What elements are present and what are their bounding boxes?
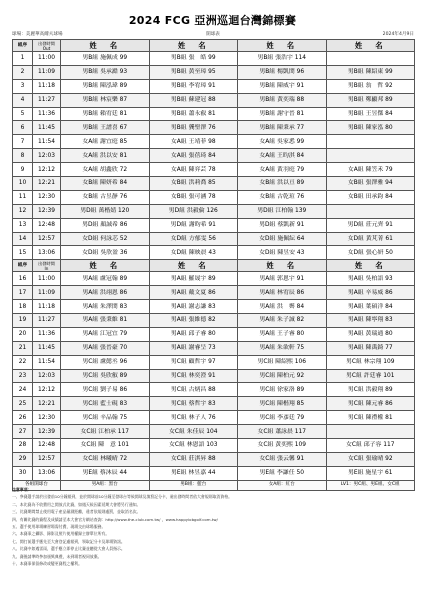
player-cell: 男A組 黃瑞通 80	[326, 327, 415, 341]
name-header: 姓 名	[326, 40, 415, 52]
name-header: 姓 名	[61, 40, 150, 52]
player-cell: 女C組 張瑜晴 92	[326, 452, 415, 466]
player-cell: 女A組 王昀淇 84	[238, 149, 327, 163]
table-row	[13, 204, 415, 218]
player-cell: 男E組 林昱嘉 44	[149, 466, 238, 480]
group-number: 3	[13, 79, 33, 93]
player-cell: 男B組 蘇建冠 88	[149, 93, 238, 107]
header-row-out	[13, 40, 415, 52]
group-number: 8	[13, 149, 33, 163]
time-header: 出發時間 Out	[33, 40, 61, 52]
tee-time: 12:57	[33, 452, 61, 466]
group-number: 10	[13, 177, 33, 191]
player-cell: 男B組 蕭永叡 81	[149, 107, 238, 121]
tee-time: 11:27	[33, 314, 61, 328]
player-cell: 男A組 羅晟宇 89	[149, 272, 238, 286]
player-cell: 男A組 戴文夏 86	[149, 286, 238, 300]
group-number: 27	[13, 425, 33, 439]
tee-time: 12:39	[33, 425, 61, 439]
name-header: 姓 名	[149, 260, 238, 272]
note-line: 五、選手使用球場練習場需付費，現場交由球場服務。	[12, 524, 106, 530]
meta-row	[12, 31, 414, 39]
player-cell: 男B組 陳威宇 91	[238, 79, 327, 93]
group-number: 4	[13, 93, 33, 107]
group-number: 19	[13, 314, 33, 328]
player-cell: 男C組 顧哲宇 97	[149, 355, 238, 369]
player-cell: 女D組 方郁雯 56	[149, 232, 238, 246]
table-row	[13, 177, 415, 191]
table-row	[13, 355, 415, 369]
player-cell: 男A組 陳寧翔 83	[326, 314, 415, 328]
name-header: 姓 名	[61, 260, 150, 272]
player-cell: 男D組 莊元齊 91	[326, 218, 415, 232]
player-cell: 男B組 陳家泓 80	[326, 121, 415, 135]
player-cell: 男C組 盧懿丞 96	[61, 355, 150, 369]
table-row	[13, 65, 415, 79]
tee-time-table	[12, 39, 415, 491]
table-row	[13, 93, 415, 107]
table-row	[13, 327, 415, 341]
player-cell: 男A組 盧冠翰 89	[61, 272, 150, 286]
player-cell: 女A組 陳弈芸 78	[149, 163, 238, 177]
player-cell: 男C組 徐家洛 89	[238, 383, 327, 397]
table-row	[13, 135, 415, 149]
player-cell: 女A組 洪以安 81	[61, 149, 150, 163]
note-line: 二、本比賽為不收費用之開放式比賽，如遇天候因素延期大會將另行通知。	[12, 501, 141, 507]
player-cell: 男A組 張晉豪 70	[61, 341, 150, 355]
player-cell: 女D組 何詠芯 52	[61, 232, 150, 246]
time-header: 出發時間 In	[33, 260, 61, 272]
player-cell: 男B組 王譜喜 67	[61, 121, 150, 135]
table-row	[13, 341, 415, 355]
group-number: 13	[13, 218, 33, 232]
player-cell: 男B組 張 皓 99	[149, 52, 238, 66]
note-line: 一、參賽選手請於出發前10分鐘報到，並於開球前10分鐘至發球台等候開球及填寫記分卡，逾出發時間者依大會規則取消資格。	[12, 494, 232, 500]
table-row	[13, 369, 415, 383]
player-cell: 男C組 林子人 76	[149, 411, 238, 425]
group-number: 6	[13, 121, 33, 135]
player-cell: 女C組 林恩語 103	[149, 439, 238, 453]
player-cell: 男B組 吳承澔 93	[61, 65, 150, 79]
player-cell: 男A組 朱澤閔 83	[61, 300, 150, 314]
tee-box-label: 各組開球台	[13, 480, 61, 490]
note-line: 七、開打前選手應先至大會登記處報到，領取記分卡及球場資訊。	[12, 538, 125, 544]
player-cell: 男A組 邱子睿 80	[149, 327, 238, 341]
group-number: 1	[13, 52, 33, 66]
group-number: 14	[13, 232, 33, 246]
player-cell: 男B組 王昱傑 84	[326, 107, 415, 121]
player-cell: 女B組 陳妍希 84	[61, 177, 150, 191]
tee-time: 11:18	[33, 300, 61, 314]
venue-text: 球場：美麗華高爾夫球場	[12, 32, 63, 37]
player-cell: 女C組 朱佳辰 104	[149, 425, 238, 439]
player-cell: 女A組 胡鑫欣 72	[61, 163, 150, 177]
player-cell: 女A組 吳家悉 99	[238, 135, 327, 149]
player-cell: 女B組 古昱靜 76	[61, 190, 150, 204]
notes-title: 注意事項：	[12, 487, 32, 492]
player-cell: 男A組 洪翊恩 86	[61, 286, 150, 300]
player-cell: 女A組 王靖菲 98	[149, 135, 238, 149]
tee-time: 11:45	[33, 341, 61, 355]
player-cell: 男E組 蔡沐辰 44	[61, 466, 150, 480]
player-cell: 女D組 張心妍 50	[326, 246, 415, 260]
group-number: 25	[13, 397, 33, 411]
player-cell: 女C組 蕭詠晨 117	[238, 425, 327, 439]
tee-time: 11:36	[33, 327, 61, 341]
group-number: 28	[13, 439, 33, 453]
player-cell: 男C組 陳禮權 81	[326, 411, 415, 425]
table-row	[13, 52, 415, 66]
player-cell: 男D組 蔡凱新 91	[238, 218, 327, 232]
group-number: 15	[13, 246, 33, 260]
table-row	[13, 452, 415, 466]
note-line: 六、本賽事之攝影、錄影及照片使用權歸主辦單位所有。	[12, 531, 110, 537]
player-cell: 男D組 江柏翰 139	[238, 204, 327, 218]
player-cell: 男A組 葉碩洋 84	[326, 300, 415, 314]
group-number: 11	[13, 190, 33, 204]
tee-time: 13:06	[33, 246, 61, 260]
table-row	[13, 397, 415, 411]
group-number: 5	[13, 107, 33, 121]
tee-time: 12:30	[33, 190, 61, 204]
player-cell: 男C組 辛品翰 75	[61, 411, 150, 425]
player-cell: 男A組 陳禹錡 77	[326, 341, 415, 355]
note-line: 十、本賽事保留修改或變更賽程之權利。	[12, 561, 83, 567]
player-cell: 男B組 賴宥廷 81	[61, 107, 150, 121]
player-cell: 男D組 萬楷婧 120	[61, 204, 150, 218]
player-cell: 男A組 林宥辰 86	[238, 286, 327, 300]
player-cell: 男C組 陳柏元 92	[238, 369, 327, 383]
name-header: 姓 名	[326, 260, 415, 272]
player-cell: 女A組 陳笠禾 79	[326, 163, 415, 177]
table-row	[13, 286, 415, 300]
player-cell: 男B組 陳紹東 99	[326, 65, 415, 79]
player-cell: 男B組 黃至璋 95	[149, 65, 238, 79]
group-header: 組序	[13, 40, 33, 52]
tee-box-lv1: LV1：男C組、男E組、女C組	[326, 480, 415, 490]
player-cell: 男C組 古炳昌 88	[149, 383, 238, 397]
player-cell: 男C組 陳元睿 86	[326, 397, 415, 411]
group-number: 26	[13, 411, 33, 425]
player-cell	[326, 204, 415, 218]
player-cell: 男C組 藍士硯 83	[61, 397, 150, 411]
player-cell: 女D組 陳昱安 43	[238, 246, 327, 260]
group-number: 30	[13, 466, 33, 480]
tee-box-women-a: 女A組：紅台	[238, 480, 327, 490]
date-text: 2024年4月9日	[382, 32, 414, 37]
tee-time: 12:30	[33, 411, 61, 425]
player-cell: 男B組 施佩成 99	[61, 52, 150, 66]
player-cell: 女B組 張可涵 78	[149, 190, 238, 204]
player-cell: 男C組 陳楷翔 85	[238, 397, 327, 411]
player-cell: 男C組 許廷睿 101	[326, 369, 415, 383]
player-cell: 男C組 吳欣叡 89	[61, 369, 150, 383]
tee-box-men-a: 男A組：黑台	[61, 480, 150, 490]
player-cell: 女C組 邱子容 117	[326, 439, 415, 453]
player-cell: 男A組 王子睿 80	[238, 327, 327, 341]
player-cell: 男C組 蔡哲宇 83	[149, 397, 238, 411]
in-section	[13, 260, 415, 480]
table-row	[13, 383, 415, 397]
group-number: 2	[13, 65, 33, 79]
tee-time: 12:48	[33, 218, 61, 232]
player-cell: 男B組 黃奕瑞 88	[238, 93, 327, 107]
group-number: 18	[13, 300, 33, 314]
player-cell: 男D組 洪毅倫 126	[149, 204, 238, 218]
player-cell: 男C組 陳紹熙 106	[238, 355, 327, 369]
player-cell: 女C組 莊淇昇 88	[149, 452, 238, 466]
player-cell: 男B組 楊凱閔 96	[238, 65, 327, 79]
player-cell: 女A組 黃羽庭 79	[238, 163, 327, 177]
table-row	[13, 121, 415, 135]
table-row	[13, 466, 415, 480]
notes-section	[12, 486, 414, 567]
player-cell: 男E組 李謙任 50	[238, 466, 327, 480]
tee-time: 11:54	[33, 355, 61, 369]
tee-time: 12:39	[33, 204, 61, 218]
table-row	[13, 163, 415, 177]
player-cell: 女D組 施佩紜 64	[238, 232, 327, 246]
tee-time: 12:21	[33, 177, 61, 191]
player-cell: 男A組 江冠宜 79	[61, 327, 150, 341]
tee-time: 11:36	[33, 107, 61, 121]
table-row	[13, 79, 415, 93]
group-header: 組序	[13, 260, 33, 272]
group-number: 7	[13, 135, 33, 149]
tee-time: 11:54	[33, 135, 61, 149]
tee-time: 11:45	[33, 121, 61, 135]
player-cell: 男A組 郭恩宇 91	[238, 272, 327, 286]
player-cell: 男C組 林奕澄 91	[149, 369, 238, 383]
note-line: 四、有關比賽的賽程及成績請至本大會官方網站查詢：http://www.the-club.com.tw/ ，www.happyiobgolf.com.tw/	[12, 516, 218, 522]
table-row	[13, 411, 415, 425]
note-line: 九、賽後請準時參加頒獎典禮，未到場者視同放棄。	[12, 553, 102, 559]
player-cell: 男A組 張維德 82	[149, 314, 238, 328]
player-cell: 女D組 陳映晨 43	[149, 246, 238, 260]
player-cell: 女A組 謝宜庭 85	[61, 135, 150, 149]
tee-box-men-b: 男B組：藍台	[149, 480, 238, 490]
tee-time: 12:12	[33, 163, 61, 177]
tee-time: 13:06	[33, 466, 61, 480]
player-cell	[326, 135, 415, 149]
player-cell: 女B組 洪以亘 89	[238, 177, 327, 191]
player-cell	[326, 52, 415, 66]
table-row	[13, 314, 415, 328]
player-cell: 男C組 林宗翔 109	[326, 355, 415, 369]
player-cell: 女C組 黃奕熙 109	[238, 439, 327, 453]
player-cell: 男A組 洪 霽 84	[238, 300, 327, 314]
player-cell: 女D組 黃芃菁 61	[326, 232, 415, 246]
note-line: 八、比賽中如遇雷雨，選手應立即停止比賽並聽從大會人員指示。	[12, 546, 125, 552]
name-header: 姓 名	[238, 40, 327, 52]
tee-time: 11:00	[33, 52, 61, 66]
player-cell	[326, 149, 415, 163]
group-number: 23	[13, 369, 33, 383]
tee-time: 12:57	[33, 232, 61, 246]
table-row	[13, 300, 415, 314]
player-cell: 男B組 翁 哲 92	[326, 79, 415, 93]
table-row	[13, 107, 415, 121]
tee-time: 11:27	[33, 93, 61, 107]
player-cell: 女B組 張澤雅 94	[326, 177, 415, 191]
tee-time: 12:48	[33, 439, 61, 453]
player-cell: 男D組 謝昀希 91	[149, 218, 238, 232]
tee-time: 11:09	[33, 65, 61, 79]
player-cell: 女B組 田承鈞 84	[326, 190, 415, 204]
player-cell: 男B組 張浩宇 114	[238, 52, 327, 66]
tee-time: 11:18	[33, 79, 61, 93]
tee-time: 12:03	[33, 369, 61, 383]
group-number: 20	[13, 327, 33, 341]
player-cell: 男C組 李彥廷 79	[238, 411, 327, 425]
note-line: 三、比賽期間禁止使用電子產品量測距離，違者依規則處罰，並取消名次。	[12, 509, 141, 515]
player-cell: 男A組 辛易威 86	[326, 286, 415, 300]
player-cell: 男C組 劉子易 86	[61, 383, 150, 397]
player-cell: 男E組 施星宇 61	[326, 466, 415, 480]
player-cell: 男B組 龔聖澤 76	[149, 121, 238, 135]
group-number: 22	[13, 355, 33, 369]
player-cell: 男A組 朱子誠 82	[238, 314, 327, 328]
round-text: 開球表	[206, 32, 220, 37]
table-row	[13, 232, 415, 246]
tee-time: 11:09	[33, 286, 61, 300]
tee-time: 12:03	[33, 149, 61, 163]
player-cell: 男D組 顏誠希 86	[61, 218, 150, 232]
name-header: 姓 名	[238, 260, 327, 272]
table-row	[13, 218, 415, 232]
header-row-in	[13, 260, 415, 272]
player-cell: 男B組 謝守晉 81	[238, 107, 327, 121]
player-cell: 女B組 古乾瑄 76	[238, 190, 327, 204]
name-header: 姓 名	[149, 40, 238, 52]
player-cell: 男A組 吳柏語 93	[326, 272, 415, 286]
player-cell: 男A組 謝志謙 83	[149, 300, 238, 314]
out-section	[13, 40, 415, 260]
group-number: 24	[13, 383, 33, 397]
player-cell: 女D組 吳欣盈 36	[61, 246, 150, 260]
table-row	[13, 149, 415, 163]
player-cell: 男C組 洪毅翔 89	[326, 383, 415, 397]
page-title: 2024 FCG 亞洲巡迴台灣錦標賽	[128, 14, 297, 27]
tee-time: 11:00	[33, 272, 61, 286]
player-cell: 男B組 林宸樂 87	[61, 93, 150, 107]
group-number: 29	[13, 452, 33, 466]
player-cell: 女C組 張云馨 91	[238, 452, 327, 466]
player-cell: 女C組 林曦晴 72	[61, 452, 150, 466]
player-cell: 女B組 洪莉喬 85	[149, 177, 238, 191]
table-row	[13, 439, 415, 453]
group-number: 16	[13, 272, 33, 286]
player-cell: 女A組 張蓓琦 84	[149, 149, 238, 163]
player-cell: 女C組 江柏承 117	[61, 425, 150, 439]
group-number: 12	[13, 204, 33, 218]
table-row	[13, 272, 415, 286]
table-row	[13, 190, 415, 204]
tee-time: 12:12	[33, 383, 61, 397]
table-row	[13, 246, 415, 260]
group-number: 17	[13, 286, 33, 300]
tee-time: 12:21	[33, 397, 61, 411]
player-cell: 女C組 陳 意 101	[61, 439, 150, 453]
player-cell: 男A組 朱欲軒 75	[238, 341, 327, 355]
player-cell: 男B組 陳秉承 77	[238, 121, 327, 135]
player-cell: 男B組 鄭顯邦 89	[326, 93, 415, 107]
group-number: 9	[13, 163, 33, 177]
table-row	[13, 425, 415, 439]
group-number: 21	[13, 341, 33, 355]
player-cell	[326, 425, 415, 439]
player-cell: 男A組 謝睿呈 73	[149, 341, 238, 355]
player-cell: 男B組 李宥璋 91	[149, 79, 238, 93]
player-cell: 男A組 張秉維 81	[61, 314, 150, 328]
player-cell: 男B組 陳泓瑋 89	[61, 79, 150, 93]
